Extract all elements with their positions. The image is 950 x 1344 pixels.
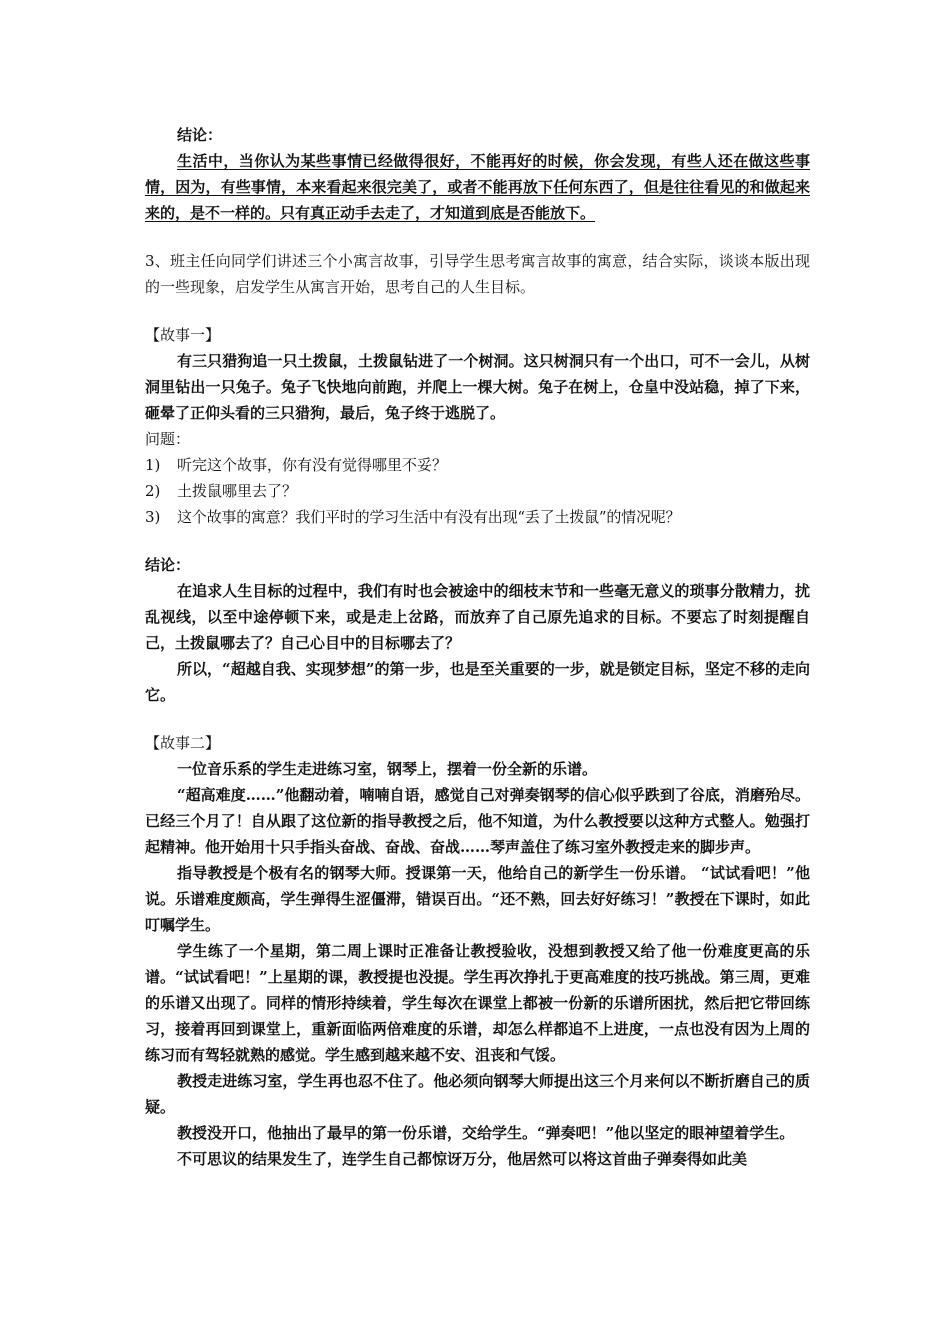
question-item xyxy=(145,478,810,504)
story1-body: 有三只猎狗追一只土拨鼠，土拨鼠钻进了一个树洞。这只树洞只有一个出口，可不一会儿，从树洞里钻出一只兔子。兔子飞快地向前跑，并爬上一棵大树。兔子在树上，仓皇中没站稳，掉了下来，砸晕了正仰头看的三只猎狗，最后，兔子终于逃脱了。 xyxy=(145,352,810,422)
document-page xyxy=(145,122,810,1172)
story2-paragraph: 一位音乐系的学生走进练习室，钢琴上，摆着一份全新的乐谱。 xyxy=(177,760,598,778)
section1-conclusion-label: 结论： xyxy=(177,126,223,144)
story2-paragraph: 指导教授是个极有名的钢琴大师。授课第一天，他给自己的新学生一份乐谱。 “试试看吧！”他说。乐谱难度颇高，学生弹得生涩僵滞，错误百出。“还不熟，回去好好练习！”教授在下课时，如此叮嘱学生。 xyxy=(145,864,810,934)
question-text: 听完这个故事，你有没有觉得哪里不妥？ xyxy=(177,456,448,474)
story1-conclusion-p1: 在追求人生目标的过程中，我们有时也会被途中的细枝末节和一些毫无意义的琐事分散精力，扰乱视线，以至中途停顿下来，或是走上岔路，而放弃了自己原先追求的目标。不要忘了时刻提醒自己，土拨鼠哪去了？自己心目中的目标哪去了？ xyxy=(145,582,810,652)
section1-conclusion-text: 生活中，当你认为某些事情已经做得很好，不能再好的时候，你会发现，有些人还在做这些事情，因为，有些事情，本来看起来很完美了，或者不能再放下任何东西了，但是往往看见的和做起来来的，是不一样的。只有真正动手去走了，才知道到底是否能放下。 xyxy=(145,152,810,222)
question-number: 3) xyxy=(145,508,161,526)
question-number: 1) xyxy=(145,456,161,474)
story1-conclusion-label: 结论： xyxy=(145,556,191,574)
question-item xyxy=(145,452,810,478)
story2-paragraph: 不可思议的结果发生了，连学生自己都惊讶万分，他居然可以将这首曲子弹奏得如此美 xyxy=(177,1150,748,1168)
story1-questions-label: 问题： xyxy=(145,430,191,448)
question-item xyxy=(145,504,810,530)
section2-intro: 3、班主任向同学们讲述三个小寓言故事，引导学生思考寓言故事的寓意，结合实际，谈谈本版出现的一些现象，启发学生从寓言开始，思考自己的人生目标。 xyxy=(145,252,810,296)
question-text: 这个故事的寓意？我们平时的学习生活中有没有出现“丢了土拨鼠”的情况呢？ xyxy=(177,508,681,526)
story1-conclusion-p2: 所以，“超越自我、实现梦想”的第一步，也是至关重要的一步，就是锁定目标，坚定不移的走向它。 xyxy=(145,660,810,704)
story2-paragraph: “超高难度……”他翻动着，喃喃自语，感觉自己对弹奏钢琴的信心似乎跌到了谷底，消磨殆尽。已经三个月了！自从跟了这位新的指导教授之后，他不知道，为什么教授要以这种方式整人。勉强打起精神。他开始用十只手指头奋战、奋战、奋战……琴声盖住了练习室外教授走来的脚步声。 xyxy=(145,786,810,856)
story2-paragraph: 教授走进练习室，学生再也忍不住了。他必须向钢琴大师提出这三个月来何以不断折磨自己的质疑。 xyxy=(145,1072,810,1116)
question-text: 土拨鼠哪里去了？ xyxy=(177,482,298,500)
story1-title: 【故事一】 xyxy=(145,326,221,344)
story2-title: 【故事二】 xyxy=(145,734,221,752)
story2-paragraph: 学生练了一个星期，第二周上课时正准备让教授验收，没想到教授又给了他一份难度更高的乐谱。“试试看吧！”上星期的课，教授提也没提。学生再次挣扎于更高难度的技巧挑战。第三周，更难的乐谱又出现了。同样的情形持续着，学生每次在课堂上都被一份新的乐谱所困扰，然后把它带回练习，接着再回到课堂上，重新面临两倍难度的乐谱，却怎么样都追不上进度，一点也没有因为上周的练习而有驾轻就熟的感觉。学生感到越来越不安、沮丧和气馁。 xyxy=(145,942,810,1064)
question-number: 2) xyxy=(145,482,161,500)
story2-paragraph: 教授没开口，他抽出了最早的第一份乐谱，交给学生。“弹奏吧！”他以坚定的眼神望着学生。 xyxy=(177,1124,795,1142)
